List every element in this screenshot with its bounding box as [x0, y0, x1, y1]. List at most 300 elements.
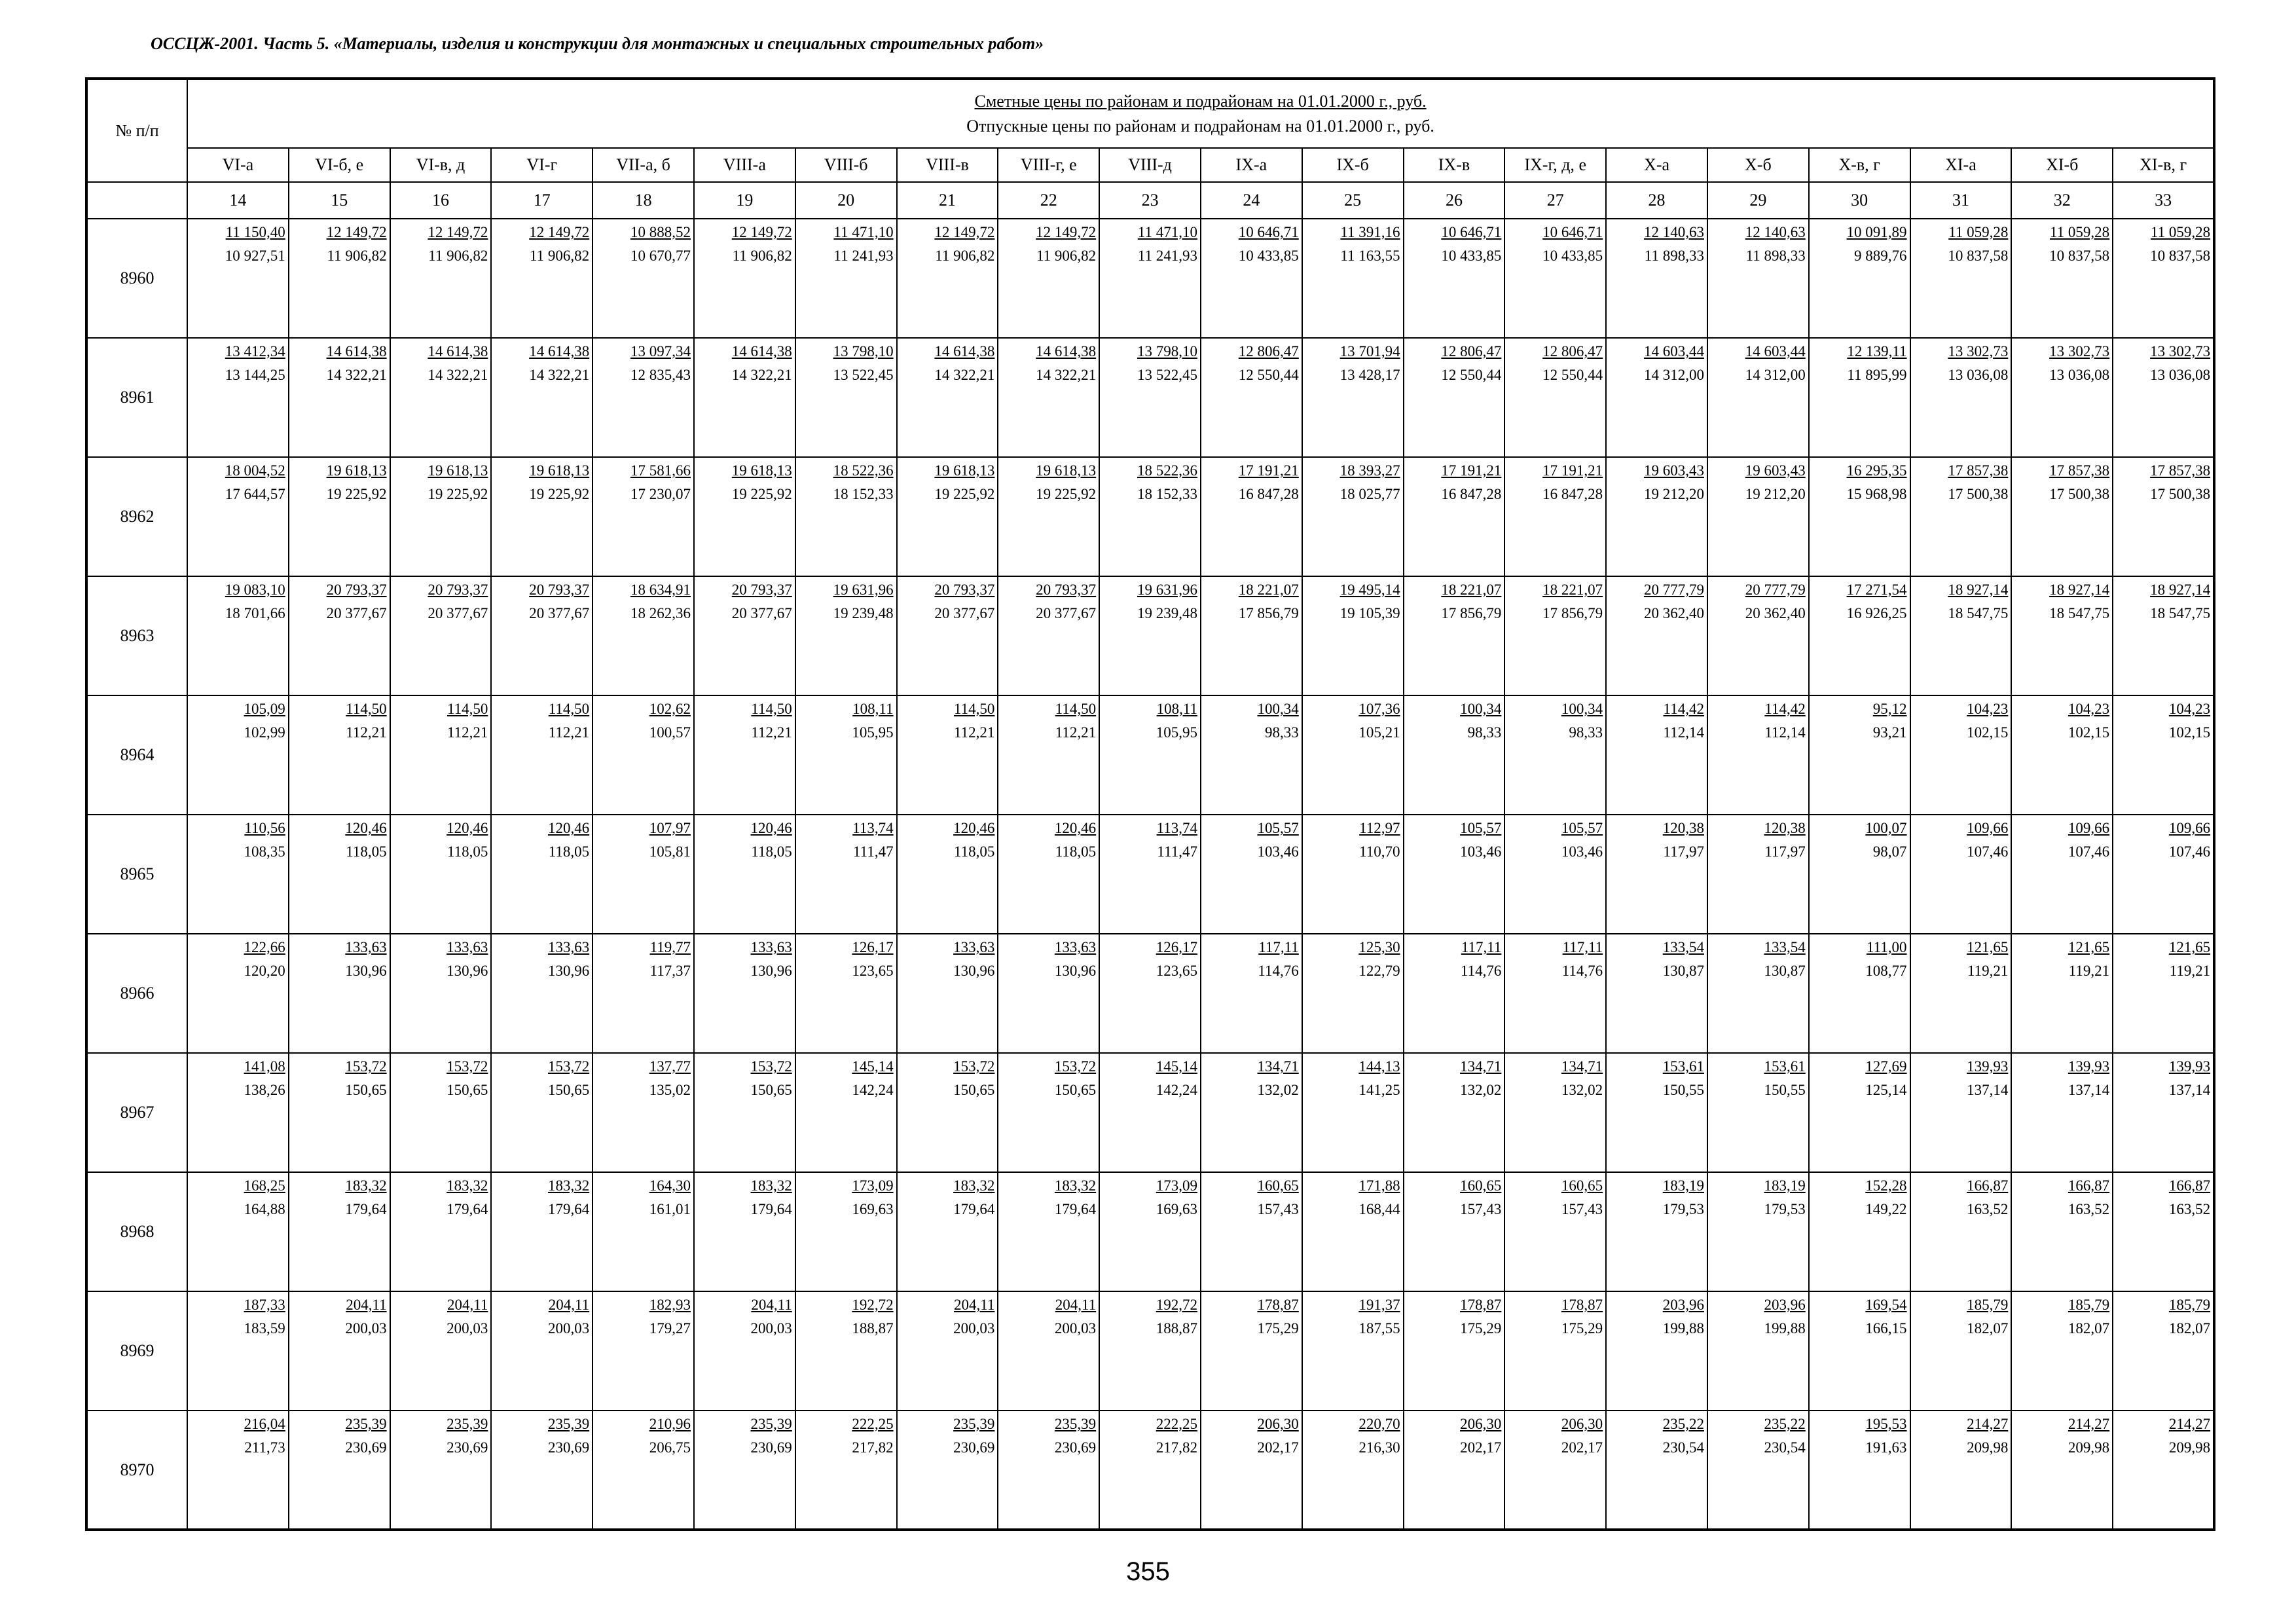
release-price: 10 433,85: [1542, 248, 1603, 264]
release-price: 130,96: [446, 963, 488, 979]
estimate-price: 214,27: [1967, 1416, 2009, 1432]
release-price: 16 926,25: [1846, 605, 1907, 621]
estimate-price: 113,74: [852, 820, 894, 836]
region-header: VI-в, д: [390, 148, 492, 182]
release-price: 111,47: [1157, 843, 1197, 860]
release-price: 10 670,77: [630, 248, 691, 264]
estimate-price: 204,11: [446, 1297, 488, 1313]
release-price: 102,15: [1967, 724, 2009, 741]
estimate-price: 133,63: [1054, 939, 1097, 955]
estimate-price: 139,93: [2168, 1058, 2211, 1075]
row-id: 8962: [86, 457, 187, 576]
price-cell: [2011, 338, 2113, 457]
release-price: 105,95: [852, 724, 894, 741]
estimate-price: 145,14: [1156, 1058, 1197, 1075]
estimate-price: 153,61: [1662, 1058, 1704, 1075]
release-price: 137,14: [1967, 1082, 2009, 1098]
release-price: 163,52: [2068, 1201, 2110, 1217]
release-price: 137,14: [2068, 1082, 2110, 1098]
price-cell: [694, 934, 795, 1053]
price-cell: [187, 576, 289, 695]
estimate-price: 17 857,38: [2049, 462, 2110, 479]
release-price: 230,54: [1764, 1439, 1806, 1456]
estimate-price: 18 522,36: [833, 462, 894, 479]
release-price: 120,20: [244, 963, 285, 979]
price-cell: [998, 338, 1099, 457]
price-cell: [1910, 815, 2012, 934]
price-cell: [289, 815, 390, 934]
release-price: 142,24: [1156, 1082, 1197, 1098]
price-cell: [289, 1411, 390, 1530]
release-price: 179,64: [345, 1201, 387, 1217]
release-price: 135,02: [649, 1082, 691, 1098]
release-price: 107,46: [2168, 843, 2211, 860]
release-price: 130,96: [750, 963, 792, 979]
release-price: 13 036,08: [1948, 367, 2009, 383]
estimate-price: 119,77: [649, 939, 691, 955]
price-cell: [1707, 1411, 1809, 1530]
estimate-price: 183,32: [750, 1177, 792, 1194]
price-cell: [1099, 1053, 1201, 1172]
release-price: 166,15: [1865, 1320, 1907, 1337]
table-row: [86, 934, 2214, 1053]
price-cell: [2113, 1172, 2214, 1291]
price-cell: [1606, 1291, 1707, 1411]
price-cell: [1302, 576, 1404, 695]
price-cell: [1302, 219, 1404, 338]
price-cell: [2011, 934, 2113, 1053]
estimate-price: 20 793,37: [428, 581, 488, 598]
price-cell: [795, 457, 897, 576]
release-price: 103,46: [1257, 843, 1299, 860]
release-price: 14 322,21: [428, 367, 488, 383]
release-price: 10 433,85: [1441, 248, 1502, 264]
price-cell: [694, 1053, 795, 1172]
estimate-price: 153,72: [345, 1058, 387, 1075]
price-cell: [1504, 815, 1606, 934]
release-price: 20 377,67: [731, 605, 792, 621]
release-price: 123,65: [1156, 963, 1197, 979]
price-cell: [1910, 695, 2012, 815]
release-price: 202,17: [1561, 1439, 1603, 1456]
price-cell: [1809, 576, 1910, 695]
table-row: [86, 576, 2214, 695]
release-price: 175,29: [1460, 1320, 1502, 1337]
price-cell: [491, 576, 592, 695]
price-cell: [1606, 1053, 1707, 1172]
price-cell: [1504, 934, 1606, 1053]
estimate-price: 235,22: [1662, 1416, 1704, 1432]
estimate-price: 12 806,47: [1441, 343, 1502, 360]
release-price: 19 239,48: [1137, 605, 1197, 621]
release-price: 17 500,38: [2049, 486, 2110, 502]
release-price: 217,82: [1156, 1439, 1197, 1456]
estimate-price: 133,63: [750, 939, 792, 955]
release-price: 20 377,67: [934, 605, 995, 621]
release-price: 105,21: [1358, 724, 1400, 741]
price-cell: [998, 457, 1099, 576]
estimate-price: 17 191,21: [1542, 462, 1603, 479]
release-price: 112,21: [548, 724, 590, 741]
price-cell: [1201, 934, 1302, 1053]
estimate-price: 235,39: [953, 1416, 995, 1432]
release-price: 117,97: [1663, 843, 1704, 860]
price-cell: [897, 1172, 998, 1291]
release-price: 119,21: [2169, 963, 2211, 979]
estimate-price: 153,72: [1054, 1058, 1097, 1075]
price-cell: [1404, 338, 1505, 457]
price-cell: [2011, 219, 2113, 338]
release-price: 183,59: [244, 1320, 285, 1337]
estimate-price: 139,93: [1967, 1058, 2009, 1075]
release-price: 132,02: [1257, 1082, 1299, 1098]
estimate-price: 19 618,13: [428, 462, 488, 479]
release-price: 217,82: [852, 1439, 894, 1456]
release-price: 102,15: [2068, 724, 2110, 741]
release-price: 179,27: [649, 1320, 691, 1337]
release-price: 18 701,66: [225, 605, 285, 621]
release-price: 200,03: [953, 1320, 995, 1337]
column-number: 28: [1606, 182, 1707, 219]
release-price: 230,69: [446, 1439, 488, 1456]
price-cell: [1504, 219, 1606, 338]
estimate-price: 126,17: [1156, 939, 1197, 955]
column-number: 27: [1504, 182, 1606, 219]
release-price: 17 856,79: [1238, 605, 1299, 621]
price-cell: [1201, 1172, 1302, 1291]
region-header: X-б: [1707, 148, 1809, 182]
price-cell: [592, 338, 694, 457]
estimate-price: 18 634,91: [630, 581, 691, 598]
release-price: 112,21: [751, 724, 792, 741]
price-cell: [390, 934, 492, 1053]
release-price: 188,87: [852, 1320, 894, 1337]
table-row: [86, 695, 2214, 815]
release-price: 11 898,33: [1745, 248, 1806, 264]
estimate-price: 100,34: [1257, 701, 1299, 717]
release-price: 12 550,44: [1238, 367, 1299, 383]
price-cell: [1302, 815, 1404, 934]
release-price: 18 547,75: [1948, 605, 2009, 621]
price-cell: [1201, 695, 1302, 815]
estimate-price: 17 191,21: [1441, 462, 1502, 479]
price-cell: [1809, 695, 1910, 815]
estimate-price: 12 149,72: [731, 224, 792, 240]
price-cell: [1606, 815, 1707, 934]
release-price: 93,21: [1872, 724, 1907, 741]
price-cell: [1201, 219, 1302, 338]
release-price: 17 856,79: [1542, 605, 1603, 621]
price-cell: [1302, 695, 1404, 815]
price-cell: [390, 695, 492, 815]
release-price: 230,54: [1662, 1439, 1704, 1456]
estimate-price: 187,33: [244, 1297, 285, 1313]
price-cell: [2011, 457, 2113, 576]
release-price: 157,43: [1257, 1201, 1299, 1217]
estimate-price: 183,32: [953, 1177, 995, 1194]
release-price: 18 025,77: [1339, 486, 1400, 502]
release-price: 112,21: [446, 724, 488, 741]
release-price: 118,05: [953, 843, 995, 860]
release-price: 11 906,82: [327, 248, 387, 264]
estimate-price: 12 149,72: [326, 224, 387, 240]
release-price: 20 377,67: [1036, 605, 1097, 621]
release-price: 149,22: [1865, 1201, 1907, 1217]
release-price: 19 225,92: [1036, 486, 1097, 502]
release-price: 102,15: [2168, 724, 2211, 741]
release-price: 119,21: [2068, 963, 2110, 979]
estimate-price: 13 302,73: [2049, 343, 2110, 360]
price-cell: [795, 219, 897, 338]
release-price: 119,21: [1967, 963, 2009, 979]
price-cell: [592, 1172, 694, 1291]
estimate-price: 100,34: [1460, 701, 1502, 717]
estimate-price: 110,56: [244, 820, 285, 836]
region-header: X-в, г: [1809, 148, 1910, 182]
page-number: 355: [1126, 1557, 1170, 1586]
price-cell: [1404, 576, 1505, 695]
price-cell: [289, 338, 390, 457]
column-number: 25: [1302, 182, 1404, 219]
price-cell: [1504, 1291, 1606, 1411]
price-cell: [897, 457, 998, 576]
estimate-price: 153,61: [1764, 1058, 1806, 1075]
row-id: 8960: [86, 219, 187, 338]
release-price: 112,21: [1055, 724, 1097, 741]
column-number: 19: [694, 182, 795, 219]
release-price: 17 500,38: [1948, 486, 2009, 502]
release-price: 179,64: [446, 1201, 488, 1217]
price-cell: [795, 1053, 897, 1172]
estimate-price: 13 798,10: [1137, 343, 1197, 360]
release-price: 13 428,17: [1339, 367, 1400, 383]
release-price: 98,33: [1265, 724, 1299, 741]
estimate-price: 178,87: [1257, 1297, 1299, 1313]
estimate-price: 13 701,94: [1339, 343, 1400, 360]
estimate-price: 108,11: [852, 701, 894, 717]
estimate-price: 111,00: [1867, 939, 1907, 955]
price-cell: [897, 1411, 998, 1530]
estimate-price: 214,27: [2068, 1416, 2110, 1432]
price-cell: [1809, 338, 1910, 457]
release-price: 130,87: [1764, 963, 1806, 979]
price-cell: [998, 1291, 1099, 1411]
price-cell: [1809, 815, 1910, 934]
estimate-price: 10 091,89: [1846, 224, 1907, 240]
price-cell: [491, 1053, 592, 1172]
table-row: [86, 219, 2214, 338]
estimate-price: 20 777,79: [1643, 581, 1704, 598]
price-cell: [1707, 815, 1809, 934]
price-cell: [1809, 1053, 1910, 1172]
release-price: 11 898,33: [1644, 248, 1704, 264]
price-cell: [390, 1411, 492, 1530]
estimate-price: 14 614,38: [529, 343, 590, 360]
price-cell: [491, 338, 592, 457]
estimate-price: 235,39: [547, 1416, 590, 1432]
release-price: 199,88: [1764, 1320, 1806, 1337]
release-price: 18 547,75: [2150, 605, 2211, 621]
price-cell: [491, 219, 592, 338]
estimate-price: 204,11: [548, 1297, 590, 1313]
estimate-price: 160,65: [1257, 1177, 1299, 1194]
release-price: 150,65: [547, 1082, 590, 1098]
estimate-price: 127,69: [1865, 1058, 1907, 1075]
release-price: 108,77: [1865, 963, 1907, 979]
release-price: 11 906,82: [732, 248, 792, 264]
estimate-price: 104,23: [2068, 701, 2110, 717]
release-price: 150,55: [1662, 1082, 1704, 1098]
release-price: 110,70: [1359, 843, 1400, 860]
price-cell: [2113, 338, 2214, 457]
table-row: [86, 457, 2214, 576]
price-cell: [795, 1291, 897, 1411]
price-cell: [1404, 1411, 1505, 1530]
price-cell: [694, 1172, 795, 1291]
estimate-price: 222,25: [852, 1416, 894, 1432]
release-price: 19 225,92: [529, 486, 590, 502]
release-price: 11 895,99: [1847, 367, 1907, 383]
price-cell: [795, 338, 897, 457]
price-cell: [1707, 934, 1809, 1053]
release-price: 211,73: [244, 1439, 285, 1456]
price-cell: [491, 815, 592, 934]
estimate-price: 141,08: [244, 1058, 285, 1075]
release-price: 130,96: [547, 963, 590, 979]
estimate-price: 166,87: [2168, 1177, 2211, 1194]
table-row: [86, 1172, 2214, 1291]
estimate-price: 19 618,13: [326, 462, 387, 479]
price-cell: [1707, 1053, 1809, 1172]
estimate-price: 11 391,16: [1340, 224, 1400, 240]
region-header: VII-а, б: [592, 148, 694, 182]
price-cell: [1302, 1291, 1404, 1411]
estimate-price: 121,65: [1967, 939, 2009, 955]
release-price: 209,98: [2168, 1439, 2211, 1456]
release-price: 118,05: [751, 843, 792, 860]
release-price: 19 105,39: [1339, 605, 1400, 621]
release-price: 14 322,21: [731, 367, 792, 383]
price-cell: [1707, 1172, 1809, 1291]
estimate-price: 195,53: [1865, 1416, 1907, 1432]
price-cell: [998, 219, 1099, 338]
price-cell: [998, 695, 1099, 815]
estimate-price: 173,09: [1156, 1177, 1197, 1194]
document-header: ОССЦЖ-2001. Часть 5. «Материалы, изделия и конструкции для монтажных и специальных строительных работ»: [151, 34, 1044, 53]
price-cell: [694, 219, 795, 338]
release-price: 13 144,25: [225, 367, 285, 383]
price-cell: [795, 576, 897, 695]
price-cell: [187, 1172, 289, 1291]
region-header: IX-г, д, е: [1504, 148, 1606, 182]
release-price: 200,03: [446, 1320, 488, 1337]
estimate-price: 17 581,66: [630, 462, 691, 479]
estimate-price: 125,30: [1358, 939, 1400, 955]
estimate-price: 19 631,96: [833, 581, 894, 598]
release-price: 20 362,40: [1745, 605, 1806, 621]
estimate-price: 11 059,28: [2049, 224, 2110, 240]
estimate-price: 19 631,96: [1137, 581, 1197, 598]
release-price: 209,98: [2068, 1439, 2110, 1456]
column-number: 24: [1201, 182, 1302, 219]
price-cell: [1606, 695, 1707, 815]
estimate-price: 114,42: [1663, 701, 1704, 717]
price-cell: [592, 219, 694, 338]
estimate-price: 105,09: [244, 701, 285, 717]
release-price: 19 239,48: [833, 605, 894, 621]
region-header: IX-а: [1201, 148, 1302, 182]
release-price: 14 322,21: [934, 367, 995, 383]
release-price: 132,02: [1561, 1082, 1603, 1098]
row-id: 8967: [86, 1053, 187, 1172]
price-cell: [1707, 338, 1809, 457]
estimate-price-title: Сметные цены по районам и подрайонам на 01.01.2000 г., руб.: [974, 91, 1427, 111]
estimate-price: 133,54: [1662, 939, 1704, 955]
release-price: 17 856,79: [1441, 605, 1502, 621]
release-price: 188,87: [1156, 1320, 1197, 1337]
release-price: 117,37: [649, 963, 691, 979]
estimate-price: 160,65: [1561, 1177, 1603, 1194]
column-number: 26: [1404, 182, 1505, 219]
table-title: [187, 79, 2214, 148]
release-price: 107,46: [2068, 843, 2110, 860]
price-cell: [1201, 457, 1302, 576]
estimate-price: 10 888,52: [630, 224, 691, 240]
estimate-price: 107,36: [1358, 701, 1400, 717]
release-price: 16 847,28: [1238, 486, 1299, 502]
estimate-price: 183,32: [1054, 1177, 1097, 1194]
price-cell: [592, 695, 694, 815]
release-price: 157,43: [1561, 1201, 1603, 1217]
estimate-price: 112,97: [1359, 820, 1400, 836]
price-cell: [1201, 576, 1302, 695]
price-cell: [1099, 1291, 1201, 1411]
estimate-price: 120,46: [446, 820, 488, 836]
estimate-price: 235,39: [1054, 1416, 1097, 1432]
estimate-price: 114,50: [751, 701, 792, 717]
release-price: 103,46: [1460, 843, 1502, 860]
region-header: VIII-г, е: [998, 148, 1099, 182]
estimate-price: 14 603,44: [1643, 343, 1704, 360]
estimate-price: 235,22: [1764, 1416, 1806, 1432]
price-cell: [2011, 1291, 2113, 1411]
price-cell: [1606, 1172, 1707, 1291]
release-price: 202,17: [1460, 1439, 1502, 1456]
estimate-price: 18 004,52: [225, 462, 285, 479]
estimate-price: 169,54: [1865, 1297, 1907, 1313]
price-cell: [1404, 695, 1505, 815]
release-price: 150,65: [953, 1082, 995, 1098]
estimate-price: 11 150,40: [225, 224, 285, 240]
price-cell: [1504, 576, 1606, 695]
release-price: 102,99: [244, 724, 285, 741]
release-price: 175,29: [1257, 1320, 1299, 1337]
price-cell: [289, 457, 390, 576]
estimate-price: 121,65: [2168, 939, 2211, 955]
estimate-price: 183,32: [547, 1177, 590, 1194]
estimate-price: 139,93: [2068, 1058, 2110, 1075]
estimate-price: 11 471,10: [1137, 224, 1197, 240]
estimate-price: 204,11: [1055, 1297, 1097, 1313]
estimate-price: 18 393,27: [1339, 462, 1400, 479]
release-price: 179,53: [1662, 1201, 1704, 1217]
price-cell: [1809, 1291, 1910, 1411]
release-price: 20 377,67: [529, 605, 590, 621]
release-price: 179,64: [1054, 1201, 1097, 1217]
release-price: 14 322,21: [529, 367, 590, 383]
release-price: 18 262,36: [630, 605, 691, 621]
estimate-price: 164,30: [649, 1177, 691, 1194]
